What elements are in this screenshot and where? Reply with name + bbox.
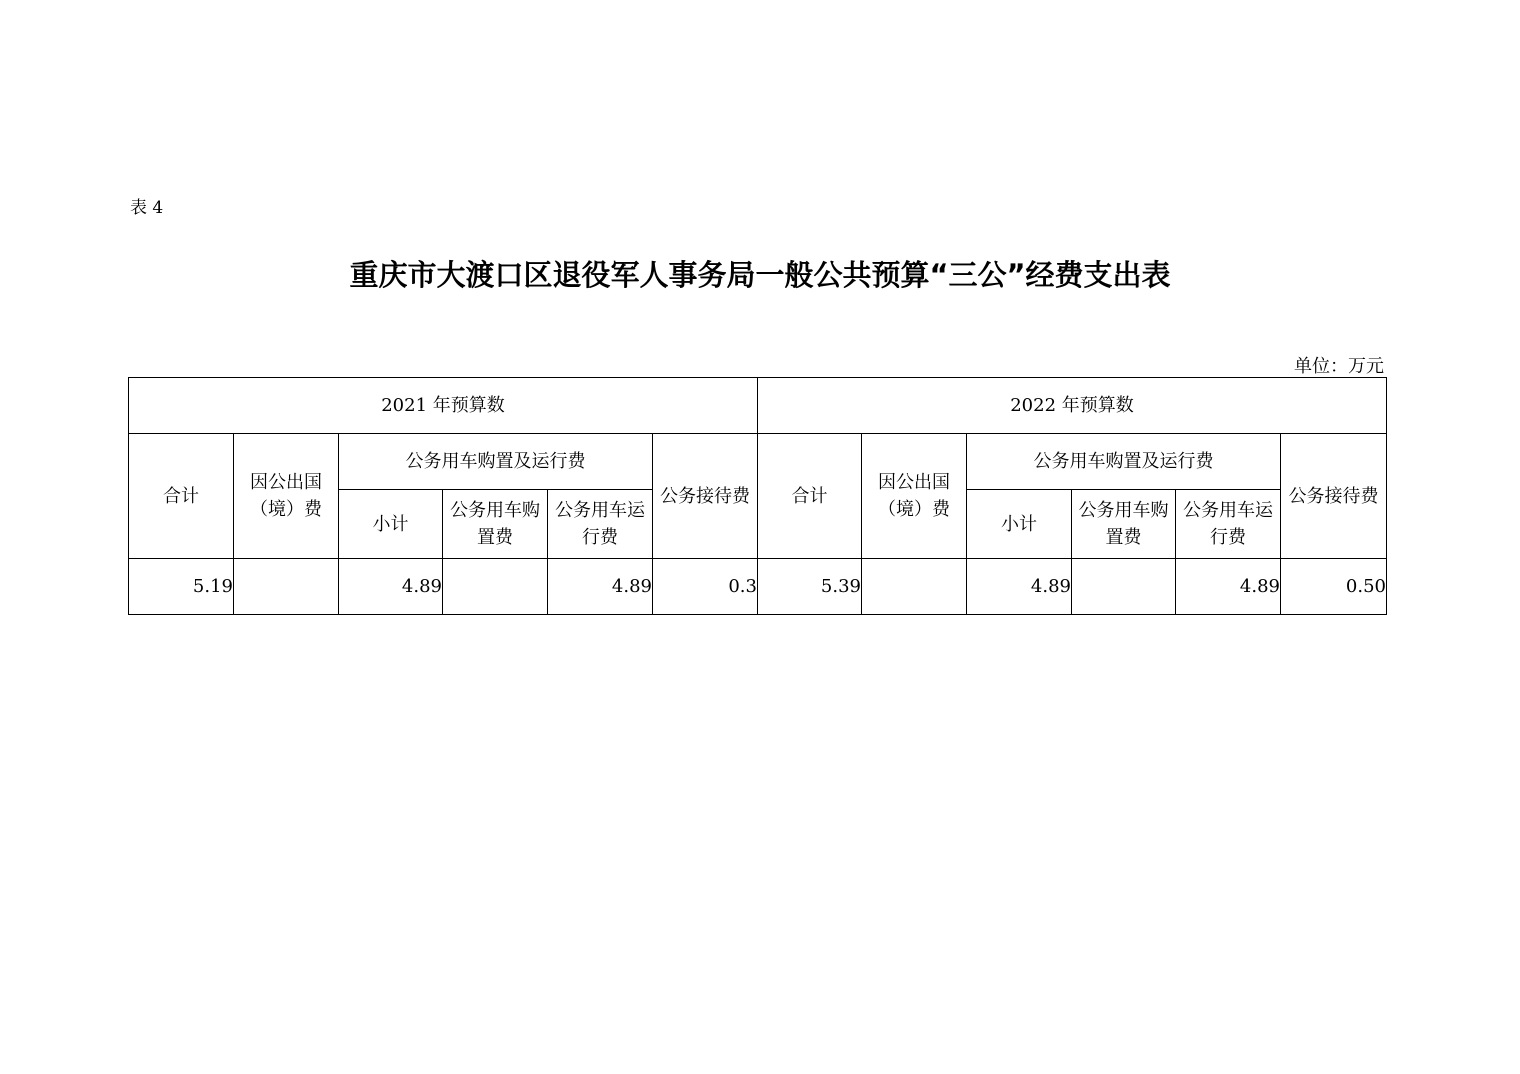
- table-number: 表 4: [130, 198, 164, 218]
- header-total-2022: 合计: [758, 434, 862, 559]
- value-abroad-2022: [862, 559, 967, 615]
- header-purchase-2021: 公务用车购置费: [443, 490, 548, 559]
- unit-label: 单位：万元: [1294, 356, 1384, 377]
- value-subtotal-2022: 4.89: [967, 559, 1072, 615]
- value-purchase-2022: [1072, 559, 1176, 615]
- value-total-2022: 5.39: [758, 559, 862, 615]
- column-header-row: [129, 434, 1387, 490]
- value-total-2021: 5.19: [129, 559, 234, 615]
- value-operation-2022: 4.89: [1176, 559, 1281, 615]
- header-operation-2022: 公务用车运行费: [1176, 490, 1281, 559]
- value-reception-2021: 0.3: [653, 559, 758, 615]
- value-operation-2021: 4.89: [548, 559, 653, 615]
- value-subtotal-2021: 4.89: [339, 559, 443, 615]
- budget-table: [128, 377, 1387, 615]
- value-reception-2022: 0.50: [1281, 559, 1387, 615]
- header-operation-2021: 公务用车运行费: [548, 490, 653, 559]
- header-subtotal-2021: 小计: [339, 490, 443, 559]
- header-abroad-2021: 因公出国（境）费: [234, 434, 339, 559]
- year-header-row: [129, 378, 1387, 434]
- document-title: 重庆市大渡口区退役军人事务局一般公共预算“三公”经费支出表: [349, 258, 1171, 292]
- header-total-2021: 合计: [129, 434, 234, 559]
- year-header-2021: 2021 年预算数: [129, 378, 758, 434]
- header-subtotal-2022: 小计: [967, 490, 1072, 559]
- year-header-2022: 2022 年预算数: [758, 378, 1387, 434]
- header-purchase-2022: 公务用车购置费: [1072, 490, 1176, 559]
- header-reception-2021: 公务接待费: [653, 434, 758, 559]
- header-reception-2022: 公务接待费: [1281, 434, 1387, 559]
- header-vehicle-group-2022: 公务用车购置及运行费: [967, 434, 1281, 490]
- value-purchase-2021: [443, 559, 548, 615]
- value-abroad-2021: [234, 559, 339, 615]
- header-vehicle-group-2021: 公务用车购置及运行费: [339, 434, 653, 490]
- table-row: [129, 559, 1387, 615]
- header-abroad-2022: 因公出国（境）费: [862, 434, 967, 559]
